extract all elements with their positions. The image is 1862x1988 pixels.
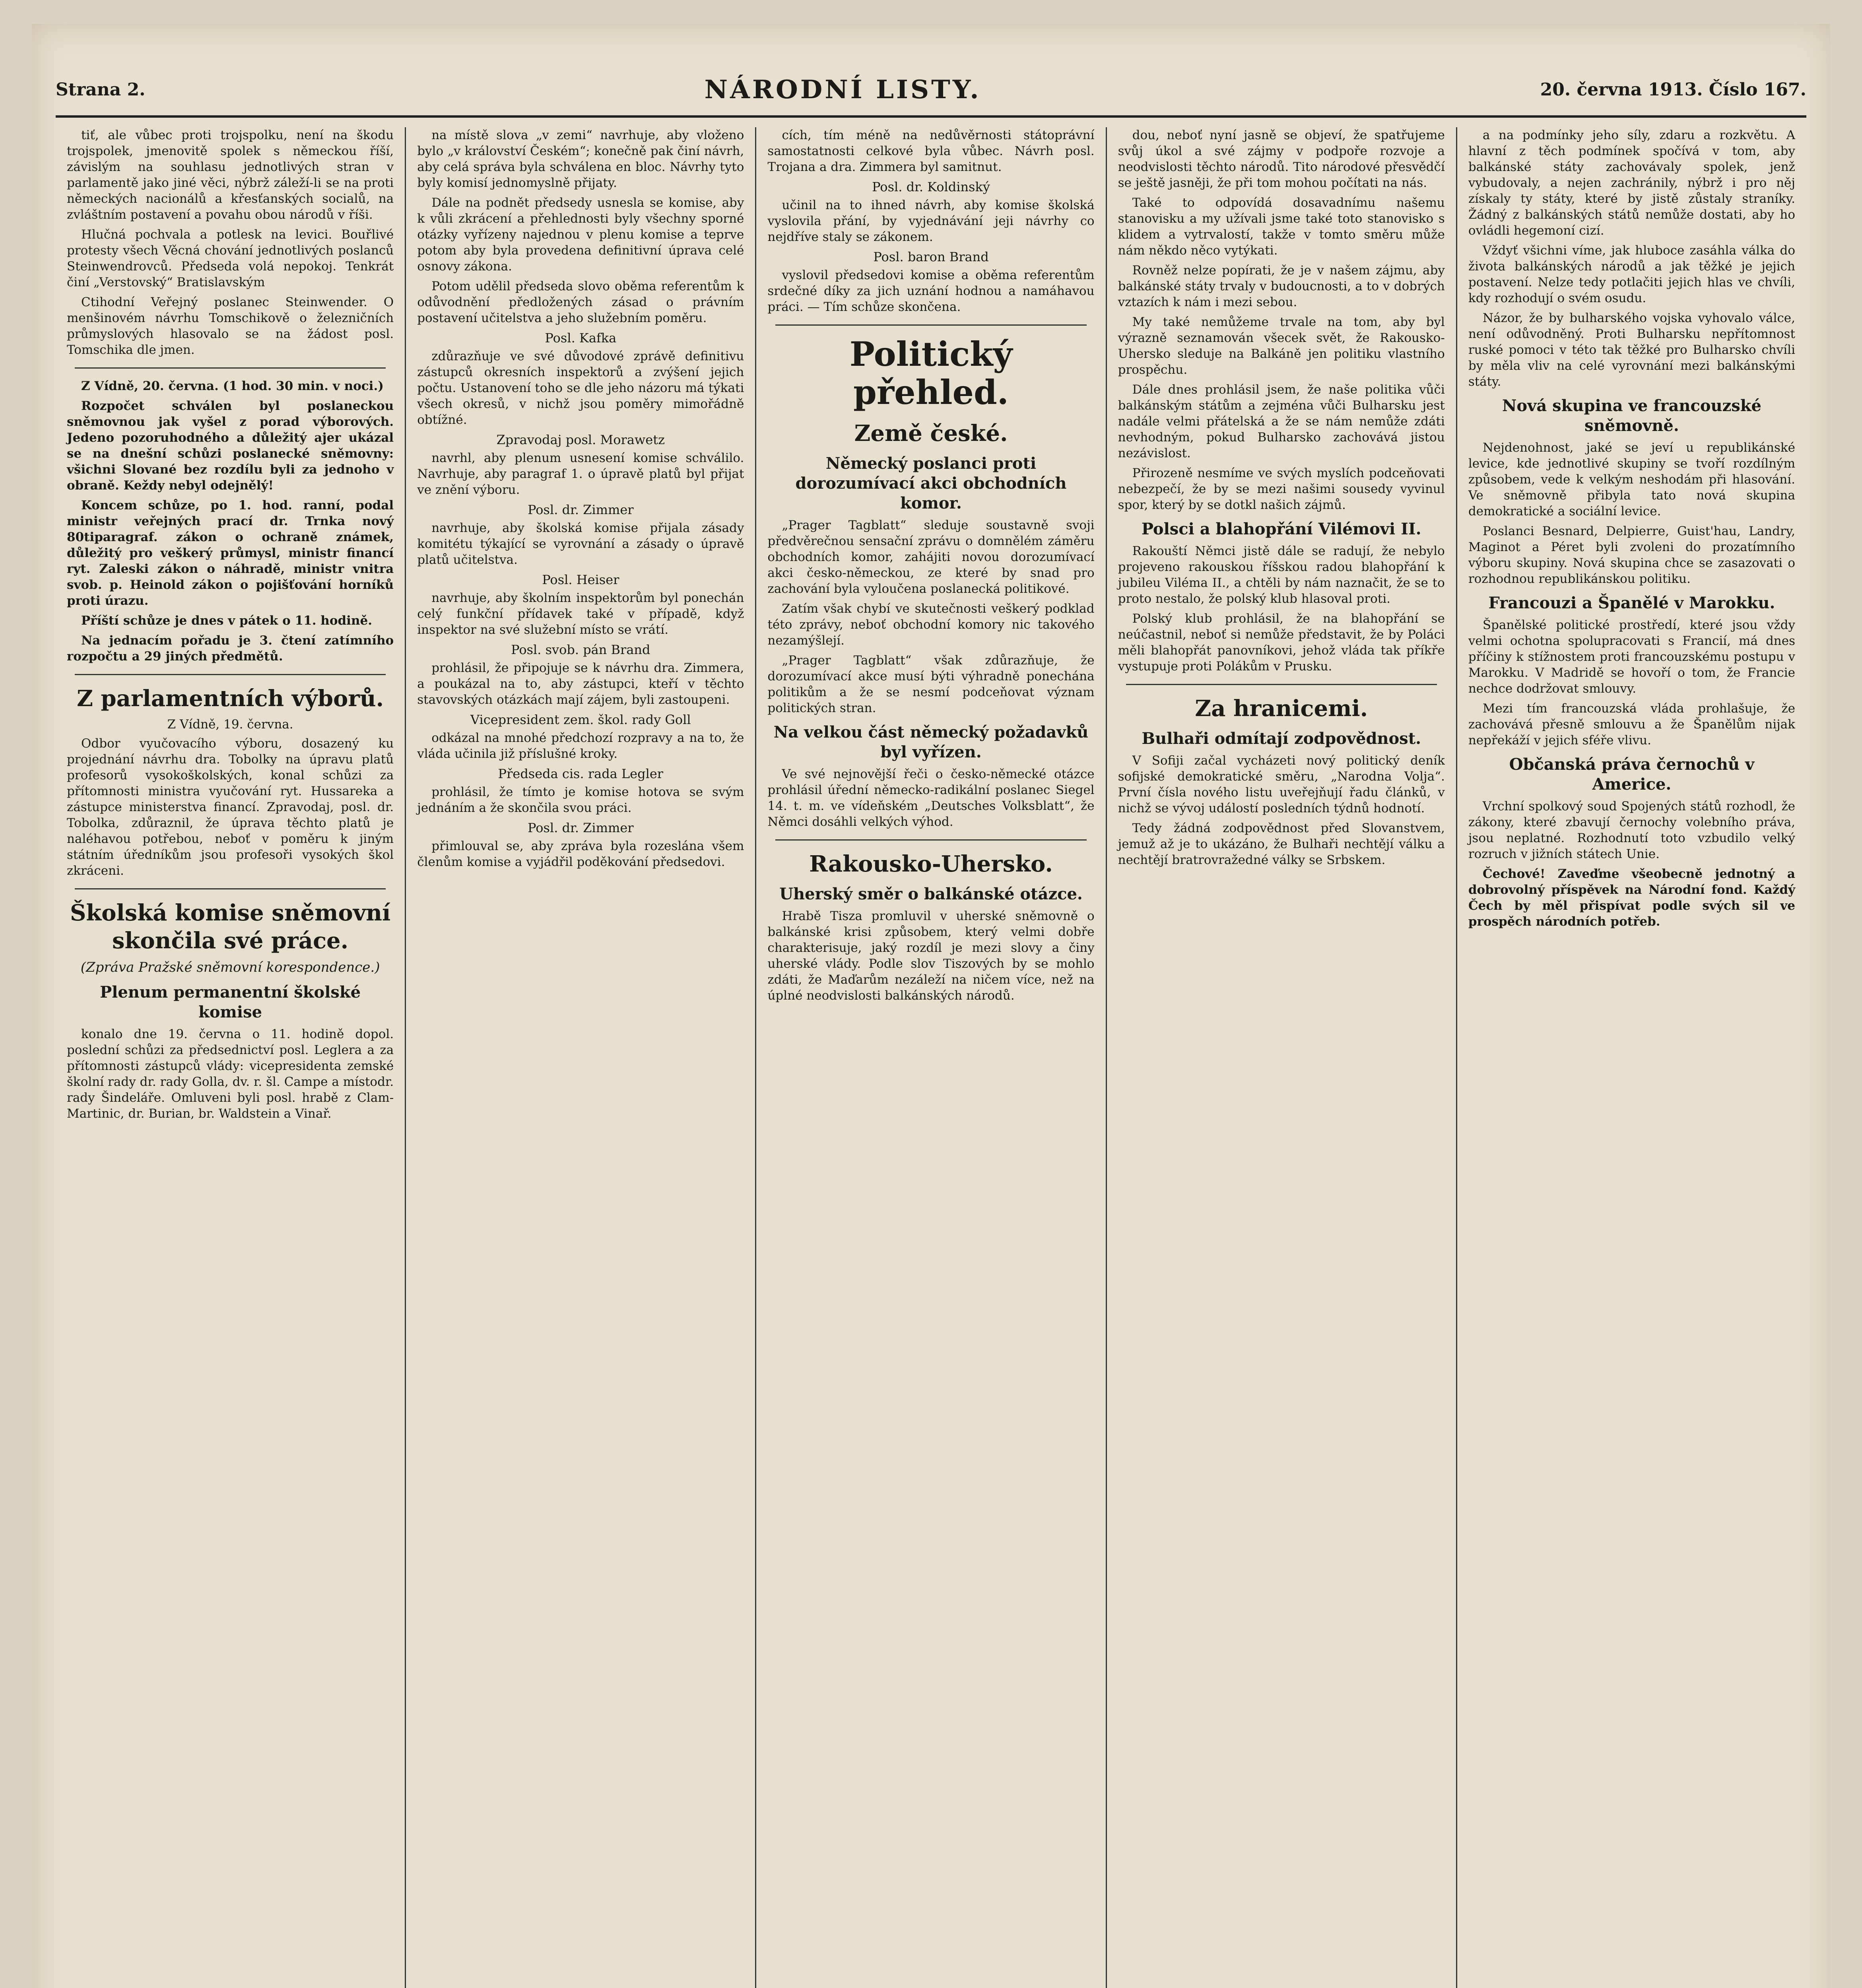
article-text: My také nemůžeme trvale na tom, aby byl výrazně seznamován všecek svět, že Rakousko-Uhersko sleduje na Balkáně jen politiku vlastního prospěchu. xyxy=(1118,315,1445,377)
column-5 xyxy=(1457,127,1806,1988)
article-text: Polský klub prohlásil, že na blahopřání se neúčastnil, neboť si nemůže představit, že by Poláci měli blahopřát panovníkovi, jehož vláda tak příkře vystupuje proti Polákům v Prusku. xyxy=(1118,612,1445,674)
article-text: zdůrazňuje ve své důvodové zprávě definitivu zástupců okresních inspektorů a zvýšení jejich počtu. Ustanovení toho se dle jeho názoru má týkati všech okresů, v nichž jsou poměry mimořádně obtížné. xyxy=(417,349,744,427)
article-text: Mezi tím francouzská vláda prohlašuje, že zachovává přesně smlouvu a že Španělům nijak nepřekáží v jejich sféře vlivu. xyxy=(1468,701,1796,747)
article-text: Zatím však chybí ve skutečnosti veškerý podklad této zprávy, neboť obchodní komory nic takového nezamýšlejí. xyxy=(767,602,1095,648)
subhead: (Zpráva Pražské sněmovní korespondence.) xyxy=(80,959,380,975)
article-text: Na jednacím pořadu je 3. čtení zatímního rozpočtu a 29 jiných předmětů. xyxy=(67,633,394,664)
article-text: Vrchní spolkový soud Spojených států rozhodl, že zákony, které zbavují černochy volebního práva, jsou neplatné. Rozhodnutí toto vzbudilo velký rozruch v jižních státech Unie. xyxy=(1468,799,1796,861)
article-text: Potom udělil předseda slovo oběma referentům k odůvodnění předložených zásad o právním postavení učitelstva a jeho služebním poměru. xyxy=(417,279,744,325)
speaker: Posl. dr. Zimmer xyxy=(528,820,634,835)
subhead: Bulhaři odmítají zodpovědnost. xyxy=(1142,729,1421,748)
page-number: Strana 2. xyxy=(56,79,146,100)
column-4 xyxy=(1107,127,1457,1988)
speaker: Předseda cis. rada Legler xyxy=(498,766,664,781)
article-text: Odbor vyučovacího výboru, dosazený ku projednání návrhu dra. Tobolky na úpravu platů profesorů vysokoškolských, konal schůzi za přítomnosti ministra vyučování ryt. Hussareka a zástupce ministerstva financí. Zpravodaj, posl. dr. Tobolka, zdůraznil, že úprava těchto platů je naléhavou potřebou, neboť v poměru k jiným státním úředníkům jsou profesoři vysokých škol zkráceni. xyxy=(67,736,394,878)
speaker: Posl. Heiser xyxy=(542,572,619,587)
article-text: učinil na to ihned návrh, aby komise školská vyslovila přání, by vyjednávání jeji návrhy co nejdříve staly se zákonem. xyxy=(767,198,1095,244)
newspaper-title: NÁRODNÍ LISTY. xyxy=(704,74,981,105)
article-text: Tedy žádná zodpovědnost před Slovanstvem, jemuž až je to ukázáno, že Bulhaři nechtějí válku a nechtějí bratrovražedné války se Srbskem. xyxy=(1118,821,1445,867)
article-text: navrhuje, aby školním inspektorům byl ponechán celý funkční přídavek také v případě, když inspektor na své služební místo se vrátí. xyxy=(417,591,744,637)
article-text: Ve své nejnovější řeči o česko-německé otázce prohlásil úřední německo-radikální poslanec Siegel 14. t. m. ve vídeňském „Deutsches Volksblatt“, že Němci dosáhli velkých výhod. xyxy=(767,767,1095,829)
article-text: Dále dnes prohlásil jsem, že naše politika vůči balkánským státům a zejména vůči Bulharsku jest nadále velmi přátelská a že se nám nemůže zdáti nevhodným, pokud Bulharsko zachovává jistou nezávislost. xyxy=(1118,382,1445,460)
article-text: Dále na podnět předsedy usnesla se komise, aby k vůli zkrácení a přehlednosti byly všechny sporné otázky vyřízeny najednou v plenu komise a teprve potom aby byla provedena definitivní úprava celé osnovy zákona. xyxy=(417,196,744,274)
article-text: prohlásil, že připojuje se k návrhu dra. Zimmera, a poukázal na to, aby zástupci, kteří v těchto stavovských otázkách mají zájem, byli zastoupeni. xyxy=(417,661,744,707)
separator xyxy=(75,367,386,369)
article-text: dou, neboť nyní jasně se objeví, že spatřujeme svůj úkol a své zájmy v podpoře rozvoje a neodvislosti těchto národů. Tito národové přesvědčí se ještě jasněji, že při tom mohou počítati na nás. xyxy=(1118,128,1445,190)
speaker: Vicepresident zem. škol. rady Goll xyxy=(470,712,691,727)
subhead: Německý poslanci proti dorozumívací akci obchodních komor. xyxy=(795,454,1067,513)
dateline: Z Vídně, 20. června. (1 hod. 30 min. v noci.) xyxy=(81,379,384,393)
article-text: Španělské politické prostředí, které jsou vždy velmi ochotna spolupracovati s Francií, má dnes příčiny k stížnostem proti francouzskému postupu v Marokku. V Madridě se hovoří o tom, že Francie nechce dodržovat smlouvy. xyxy=(1468,618,1796,696)
headline-political-review: Politický přehled. xyxy=(849,334,1013,412)
issue-date: 20. června 1913. Číslo 167. xyxy=(1540,79,1806,100)
article-text: konalo dne 19. června o 11. hodině dopol. poslední schůzi za předsednictví posl. Leglera a za přítomnosti zástupců vlády: vicepresidenta zemské školní rady dr. rady Golla, dv. r. šl. Campe a místodr. rady Šindeláře. Omluveni byli posl. hrabě z Clam-Martinic, dr. Burian, br. Waldstein a Vinař. xyxy=(67,1027,394,1121)
article-text: Rozpočet schválen byl poslaneckou sněmovnou jak vyšel z porad výborových. Jedeno pozoruhodného a důležitý ajer ukázal se na dnešní schůzi poslanecké sněmovny: všichni Slované bez rozdílu byli za jednoho v obraně. Keždy nebyl odejnělý! xyxy=(67,399,394,493)
headline-skol: Školská komise sněmovní skončila své práce. xyxy=(70,900,391,954)
article-text: Čechové! Zaveďme všeobecně jednotný a dobrovolný příspěvek na Národní fond. Každý Čech by měl přispívat podle svých sil ve prospěch národních potřeb. xyxy=(1468,867,1796,929)
article-text: Hlučná pochvala a potlesk na levici. Bouřlivé protesty všech Věcná chování jednotlivých poslanců Steinwendrovců. Předseda volá nepokoj. Tenkrát činí „Verstovský“ Bratislavským xyxy=(67,227,394,289)
article-text: Také to odpovídá dosavadnímu našemu stanovisku a my užívali jsme také toto stanovisko s klidem a vytrvalostí, takže v tomto směru může nám někdo něco vytýkati. xyxy=(1118,196,1445,258)
separator xyxy=(775,324,1086,326)
article-text: Přirozeně nesmíme ve svých myslích podceňovati nebezpečí, že by se mezi našimi sousedy vyvinul spor, který by se dotkl našich zájmů. xyxy=(1118,466,1445,512)
speaker: Zpravodaj posl. Morawetz xyxy=(496,432,665,447)
section-title: Rakousko-Uhersko. xyxy=(809,851,1053,877)
article-text: a na podmínky jeho síly, zdaru a rozkvětu. A hlavní z těch podmínek spočívá v tom, aby balkánské státy zachovávaly spolek, jenž vybudovaly, a nejen zachránily, nýbrž i pro něj získaly ty státy, které by jistě zůstaly straníky. Žádný z balkánských států nemůže dostati, aby ho ovládli hegemoní cizí. xyxy=(1468,128,1796,238)
article-text: Příští schůze je dnes v pátek o 11. hodině. xyxy=(81,613,372,628)
article-text: na místě slova „v zemi“ navrhuje, aby vloženo bylo „v království Českém“; konečně pak činí návrh, aby celá správa byla schválena en bloc. Návrhy tyto byly komisí jednomyslně přijaty. xyxy=(417,128,744,190)
headline-parl: Z parlamentních výborů. xyxy=(77,685,384,712)
masthead xyxy=(56,68,1806,111)
article-text: prohlásil, že tímto je komise hotova se svým jednáním a že skončila svou práci. xyxy=(417,785,744,815)
section-title: Země české. xyxy=(854,420,1008,447)
subhead: Občanská práva černochů v Americe. xyxy=(1509,755,1755,794)
article-text: odkázal na mnohé předchozí rozpravy a na to, že vláda učinila již příslušné kroky. xyxy=(417,731,744,761)
article-text: Hrabě Tisza promluvil v uherské sněmovně o balkánské krisi způsobem, který velmi dobře charakterisuje, jaký rozdíl je mezi slovy a činy uherské vlády. Podle slov Tiszových by se mohlo zdáti, že Maďarům nezáleží na ničem více, než na úplné neodvislosti balkánských národů. xyxy=(767,909,1095,1003)
speaker: Posl. baron Brand xyxy=(873,249,989,264)
subhead: Uherský směr o balkánské otázce. xyxy=(779,885,1083,903)
separator xyxy=(775,839,1086,841)
masthead-rule xyxy=(56,115,1806,118)
article-text: navrhuje, aby školská komise přijala zásady komitétu týkající se vyrovnání a zásady o úpravě platů učitelstva. xyxy=(417,521,744,567)
article-text: tiť, ale vůbec proti trojspolku, není na škodu trojspolek, jmenovitě spolek s německou říší, závislým na souhlasu jednotlivých stran v parlamentě jako jiné věci, nýbrž záleží-li se na proti německých nacionálů a křesťanských socialů, na zvláštním postavení a povahu obou národů v říši. xyxy=(67,128,394,222)
speaker: Posl. Kafka xyxy=(545,330,617,346)
article-text: Rakouští Němci jistě dále se radují, že nebylo projeveno rakouskou říšskou radou blahopřání k jubileu Viléma II., a chtěli by nám naznačit, že se to proto nestalo, že polský klub hlasoval proti. xyxy=(1118,544,1445,606)
dateline: Z Vídně, 19. června. xyxy=(167,717,293,732)
subhead: Nová skupina ve francouzské sněmovně. xyxy=(1502,396,1761,435)
speaker: Posl. svob. pán Brand xyxy=(511,642,650,657)
subhead: Francouzi a Španělé v Marokku. xyxy=(1488,594,1775,612)
subhead: Polsci a blahopřání Vilémovi II. xyxy=(1141,520,1421,538)
article-text: cích, tím méně na nedůvěrnosti státoprávní samostatnosti celkové byla vůbec. Návrh posl. Trojana a dra. Zimmera byl samitnut. xyxy=(767,128,1095,174)
article-text: Názor, že by bulharského vojska vyhovalo válce, není odůvodněný. Proti Bulharsku nepřítomnost ruské pomoci v této tak těžké pro Bulharsko chvíli by měla vliv na celé vyrovnání mezi balkánskými státy. xyxy=(1468,311,1796,389)
speaker: Posl. dr. Zimmer xyxy=(528,502,634,517)
article-text: Vždyť všichni víme, jak hluboce zasáhla válka do života balkánských národů a jak těžké je jejich postavení. Nelze tedy potlačiti jejich hlas ve chvíli, kdy rozhodují o svém osudu. xyxy=(1468,243,1796,305)
section-title: Za hranicemi. xyxy=(1195,695,1368,722)
article-text: V Sofiji začal vycházeti nový politický deník sofijské demokratické směru, „Narodna Volja“. První čísla nového listu uveřejňují řadu článků, v nichž se vývoj událostí posledních týdnů hodnotí. xyxy=(1118,753,1445,815)
article-text: Koncem schůze, po 1. hod. ranní, podal ministr veřejných prací dr. Trnka nový 80tiparagraf. zákon o ochraně známek, důležitý pro veškerý průmysl, ministr financí ryt. Zaleski zákon o náhradě, ministr vnitra svob. p. Heinold zákon o pojišťování horníků proti úrazu. xyxy=(67,498,394,608)
columns xyxy=(56,127,1806,1988)
separator xyxy=(75,674,386,675)
article-text: vyslovil předsedovi komise a oběma referentům srdečné díky za jich uznání hodnou a namáhavou práci. — Tím schůze skončena. xyxy=(767,268,1095,314)
article-text: navrhl, aby plenum usnesení komise schválilo. Navrhuje, aby paragraf 1. o úpravě platů byl přijat ve znění výboru. xyxy=(417,451,744,497)
column-3 xyxy=(756,127,1107,1988)
article-text: „Prager Tagblatt“ však zdůrazňuje, že dorozumívací akce musí býti výhradně ponechána politikům a že se nesmí podceňovat význam politických stran. xyxy=(767,653,1095,715)
column-2 xyxy=(406,127,756,1988)
article-text: Rovněž nelze popírati, že je v našem zájmu, aby balkánské státy trvaly v budoucnosti, a to v dobrých vztazích k nám i mezi sebou. xyxy=(1118,263,1445,309)
newspaper-page xyxy=(32,24,1830,1988)
subhead: Plenum permanentní školské komise xyxy=(100,983,361,1021)
speaker: Posl. dr. Koldinský xyxy=(872,179,990,194)
article-text: Ctihodní Veřejný poslanec Steinwender. O menšinovém návrhu Tomschikově o železničních průmyslových hlasovalo se na žádost posl. Tomschika dle jmen. xyxy=(67,295,394,357)
separator xyxy=(1126,684,1437,685)
separator xyxy=(75,888,386,889)
article-text: Poslanci Besnard, Delpierre, Guist'hau, Landry, Maginot a Péret byli zvoleni do prozatímního výboru skupiny. Nová skupina chce se zasazovati o rozhodnou republikánskou politiku. xyxy=(1468,524,1796,586)
article-text: přimlouval se, aby zpráva byla rozeslána všem členům komise a vyjádřil poděkování předsedovi. xyxy=(417,839,744,869)
article-text: Nejdenohnost, jaké se jeví u republikánské levice, kde jednotlivé skupiny se tvoří rozdílným způsobem, vede k velkým neshodám při hlasování. Ve sněmovně přibyla tato nová skupina demokratické a sociální levice. xyxy=(1468,441,1796,518)
subhead: Na velkou část německý požadavků byl vyřízen. xyxy=(773,723,1089,761)
article-text: „Prager Tagblatt“ sleduje soustavně svoji předvěrečnou sensační zprávu o domnělém záměru obchodních komor, zahájiti novou dorozumívací akci česko-německou, ze které by snad pro zachování byla vyloučena poslanecká politikové. xyxy=(767,518,1095,596)
column-1 xyxy=(56,127,406,1988)
